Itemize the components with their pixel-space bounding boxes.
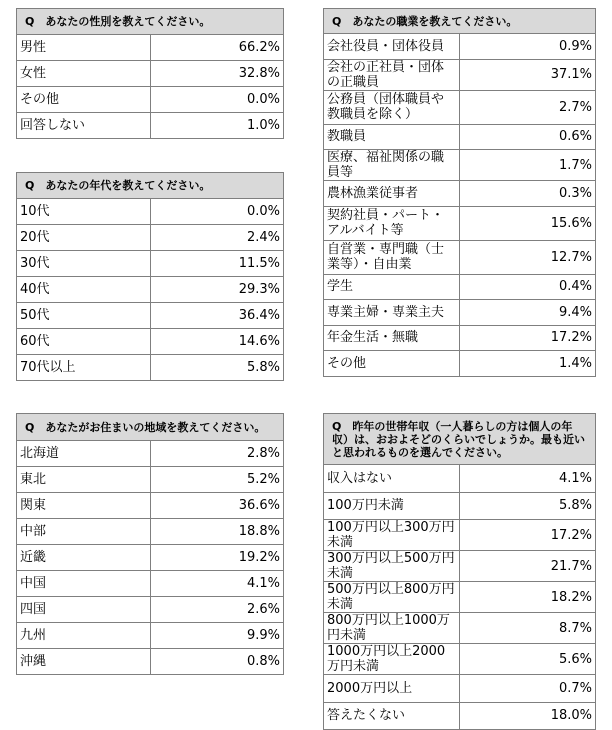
row-label: 年金生活・無職 <box>324 325 460 351</box>
table-row <box>324 613 596 644</box>
table-row <box>17 113 284 139</box>
occupation-question: Q あなたの職業を教えてください。 <box>324 9 596 34</box>
row-percentage: 1.7% <box>460 150 596 181</box>
table-row <box>17 329 284 355</box>
table-row <box>17 35 284 61</box>
row-label: 答えたくない <box>324 702 460 730</box>
row-label: 300万円以上500万円未満 <box>324 551 460 582</box>
row-percentage: 37.1% <box>460 59 596 90</box>
row-percentage: 18.0% <box>460 702 596 730</box>
table-row <box>324 492 596 520</box>
table-row <box>17 277 284 303</box>
row-label: 医療、福祉関係の職員等 <box>324 150 460 181</box>
row-percentage: 1.4% <box>460 351 596 377</box>
row-label: 回答しない <box>17 113 151 139</box>
row-label: 四国 <box>17 597 151 623</box>
row-percentage: 5.2% <box>150 467 284 493</box>
row-percentage: 21.7% <box>460 551 596 582</box>
table-row <box>17 225 284 251</box>
table-row <box>324 551 596 582</box>
row-percentage: 8.7% <box>460 613 596 644</box>
row-percentage: 0.8% <box>150 649 284 675</box>
row-percentage: 18.8% <box>150 519 284 545</box>
table-row <box>324 675 596 703</box>
row-label: 会社役員・団体役員 <box>324 34 460 60</box>
row-label: 女性 <box>17 61 151 87</box>
row-percentage: 36.4% <box>150 303 284 329</box>
table-row <box>324 206 596 240</box>
row-label: 中部 <box>17 519 151 545</box>
table-row <box>324 274 596 300</box>
row-percentage: 1.0% <box>150 113 284 139</box>
row-percentage: 9.9% <box>150 623 284 649</box>
row-label: 自営業・専門職（士業等）・自由業 <box>324 240 460 274</box>
table-row <box>17 303 284 329</box>
row-label: 1000万円以上2000万円未満 <box>324 644 460 675</box>
table-row <box>324 34 596 60</box>
row-label: その他 <box>324 351 460 377</box>
row-percentage: 2.7% <box>460 90 596 124</box>
row-percentage: 0.7% <box>460 675 596 703</box>
table-row <box>17 493 284 519</box>
row-percentage: 4.1% <box>460 465 596 493</box>
table-row <box>17 61 284 87</box>
row-percentage: 5.8% <box>460 492 596 520</box>
row-percentage: 0.0% <box>150 87 284 113</box>
row-label: 30代 <box>17 251 151 277</box>
row-percentage: 12.7% <box>460 240 596 274</box>
row-percentage: 0.0% <box>150 199 284 225</box>
table-row <box>324 582 596 613</box>
row-percentage: 5.6% <box>460 644 596 675</box>
gender-table <box>16 8 284 139</box>
table-row <box>17 545 284 571</box>
table-row <box>324 520 596 551</box>
table-row <box>17 87 284 113</box>
table-row <box>17 623 284 649</box>
row-label: 東北 <box>17 467 151 493</box>
row-label: 70代以上 <box>17 355 151 381</box>
table-row <box>324 465 596 493</box>
row-percentage: 2.8% <box>150 441 284 467</box>
table-row <box>324 150 596 181</box>
table-row <box>324 59 596 90</box>
row-percentage: 14.6% <box>150 329 284 355</box>
table-row <box>17 597 284 623</box>
age-table <box>16 172 284 381</box>
row-label: 2000万円以上 <box>324 675 460 703</box>
gender-question: Q あなたの性別を教えてください。 <box>17 9 284 35</box>
row-label: 関東 <box>17 493 151 519</box>
row-label: 教職員 <box>324 124 460 150</box>
row-percentage: 17.2% <box>460 520 596 551</box>
age-question: Q あなたの年代を教えてください。 <box>17 173 284 199</box>
row-percentage: 0.9% <box>460 34 596 60</box>
row-label: 専業主婦・専業主夫 <box>324 300 460 326</box>
region-table <box>16 413 284 675</box>
row-percentage: 17.2% <box>460 325 596 351</box>
row-percentage: 15.6% <box>460 206 596 240</box>
table-row <box>17 355 284 381</box>
row-label: 50代 <box>17 303 151 329</box>
row-percentage: 0.3% <box>460 181 596 207</box>
row-percentage: 2.4% <box>150 225 284 251</box>
row-percentage: 11.5% <box>150 251 284 277</box>
table-row <box>17 441 284 467</box>
row-label: 100万円以上300万円未満 <box>324 520 460 551</box>
row-percentage: 9.4% <box>460 300 596 326</box>
row-percentage: 32.8% <box>150 61 284 87</box>
row-label: 20代 <box>17 225 151 251</box>
row-label: 近畿 <box>17 545 151 571</box>
row-percentage: 0.4% <box>460 274 596 300</box>
row-label: 沖縄 <box>17 649 151 675</box>
table-row <box>17 467 284 493</box>
table-row <box>324 90 596 124</box>
row-label: 800万円以上1000万円未満 <box>324 613 460 644</box>
table-row <box>17 519 284 545</box>
row-label: 10代 <box>17 199 151 225</box>
row-label: 60代 <box>17 329 151 355</box>
row-label: その他 <box>17 87 151 113</box>
table-row <box>324 181 596 207</box>
row-label: 40代 <box>17 277 151 303</box>
row-percentage: 29.3% <box>150 277 284 303</box>
row-label: 会社の正社員・団体の正職員 <box>324 59 460 90</box>
table-row <box>324 644 596 675</box>
table-row <box>324 325 596 351</box>
row-label: 九州 <box>17 623 151 649</box>
income-question: Q 昨年の世帯年収（一人暮らしの方は個人の年収）は、おおよそどのくらいでしょうか。最も近いと思われるものを選んでください。 <box>324 414 596 465</box>
row-percentage: 36.6% <box>150 493 284 519</box>
row-label: 学生 <box>324 274 460 300</box>
table-row <box>324 300 596 326</box>
table-row <box>324 124 596 150</box>
row-percentage: 5.8% <box>150 355 284 381</box>
row-percentage: 4.1% <box>150 571 284 597</box>
row-label: 農林漁業従事者 <box>324 181 460 207</box>
row-label: 100万円未満 <box>324 492 460 520</box>
row-label: 中国 <box>17 571 151 597</box>
table-row <box>17 649 284 675</box>
table-row <box>324 351 596 377</box>
row-percentage: 0.6% <box>460 124 596 150</box>
table-row <box>17 251 284 277</box>
occupation-table <box>323 8 596 377</box>
table-row <box>17 571 284 597</box>
income-table <box>323 413 596 730</box>
row-label: 男性 <box>17 35 151 61</box>
table-row <box>324 702 596 730</box>
table-row <box>324 240 596 274</box>
row-percentage: 19.2% <box>150 545 284 571</box>
row-percentage: 2.6% <box>150 597 284 623</box>
row-percentage: 18.2% <box>460 582 596 613</box>
row-percentage: 66.2% <box>150 35 284 61</box>
row-label: 公務員（団体職員や教職員を除く） <box>324 90 460 124</box>
row-label: 契約社員・パート・アルバイト等 <box>324 206 460 240</box>
row-label: 500万円以上800万円未満 <box>324 582 460 613</box>
region-question: Q あなたがお住まいの地域を教えてください。 <box>17 414 284 441</box>
table-row <box>17 199 284 225</box>
row-label: 収入はない <box>324 465 460 493</box>
row-label: 北海道 <box>17 441 151 467</box>
